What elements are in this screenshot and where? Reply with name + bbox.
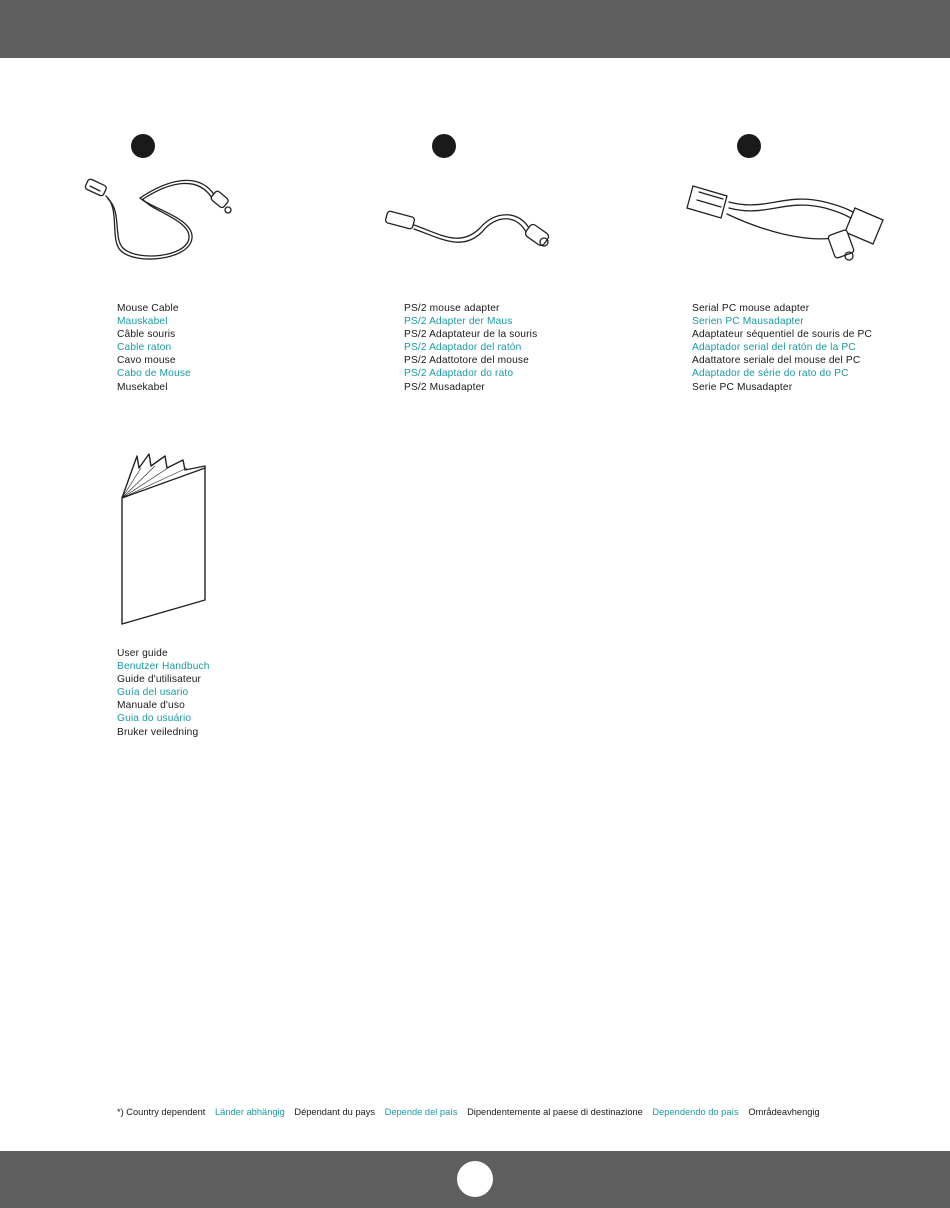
page-number-circle: [457, 1161, 493, 1197]
label-de: Mauskabel: [117, 316, 168, 328]
label-no: Musekabel: [117, 381, 168, 393]
item-bullet-3: [737, 134, 761, 158]
label-de: PS/2 Adapter der Maus: [404, 316, 513, 328]
ps2-adapter-labels: [404, 302, 537, 394]
label-pt: Cabo de Mouse: [117, 368, 191, 380]
country-dependent-footnote: [117, 1107, 827, 1117]
footnote-fr: Dépendant du pays: [294, 1107, 376, 1117]
user-guide-booklet-illustration: [115, 450, 215, 630]
label-es: Guía del usario: [117, 687, 189, 699]
label-es: Cable raton: [117, 342, 172, 354]
label-en: Mouse Cable: [117, 303, 179, 314]
label-es: Adaptador serial del ratón de la PC: [692, 342, 856, 354]
mouse-cable-labels: [117, 302, 191, 394]
label-no: PS/2 Musadapter: [404, 381, 485, 393]
item-bullet-2: [432, 134, 456, 158]
label-pt: Guia do usuário: [117, 713, 192, 725]
label-it: Manuale d'uso: [117, 700, 185, 712]
ps2-mouse-adapter-illustration: [380, 200, 560, 260]
footnote-it: Dipendentemente al paese di destinazione: [467, 1107, 643, 1117]
label-fr: Guide d'utilisateur: [117, 674, 202, 686]
label-it: Adattatore seriale del mouse del PC: [692, 355, 861, 367]
item-bullet-1: [131, 134, 155, 158]
label-de: Benutzer Handbuch: [117, 661, 210, 673]
label-de: Serien PC Mausadapter: [692, 316, 804, 328]
label-it: PS/2 Adattotore del mouse: [404, 355, 529, 367]
header-bar: [0, 0, 950, 58]
label-no: Serie PC Musadapter: [692, 381, 793, 393]
footnote-en: *) Country dependent: [117, 1107, 206, 1117]
footnote-pt: Dependendo do país: [652, 1107, 739, 1117]
mouse-cable-illustration: [80, 168, 240, 268]
serial-adapter-labels: [692, 302, 872, 394]
label-es: PS/2 Adaptador del ratón: [404, 342, 522, 354]
label-it: Cavo mouse: [117, 355, 176, 367]
label-en: Serial PC mouse adapter: [692, 303, 810, 314]
footnote-de: Länder abhängig: [214, 1107, 285, 1117]
label-no: Bruker veiledning: [117, 726, 199, 738]
label-fr: PS/2 Adaptateur de la souris: [404, 329, 538, 341]
serial-pc-mouse-adapter-illustration: [685, 172, 895, 272]
footnote-no: Områdeavhengig: [748, 1107, 820, 1117]
label-pt: Adaptador de série do rato do PC: [692, 368, 849, 380]
label-en: User guide: [117, 648, 168, 659]
label-en: PS/2 mouse adapter: [404, 303, 500, 314]
label-pt: PS/2 Adaptador do rato: [404, 368, 514, 380]
user-guide-labels: [117, 647, 210, 739]
label-fr: Adaptateur séquentiel de souris de PC: [692, 329, 872, 341]
footnote-es: Depende del país: [384, 1107, 458, 1117]
label-fr: Câble souris: [117, 329, 176, 341]
